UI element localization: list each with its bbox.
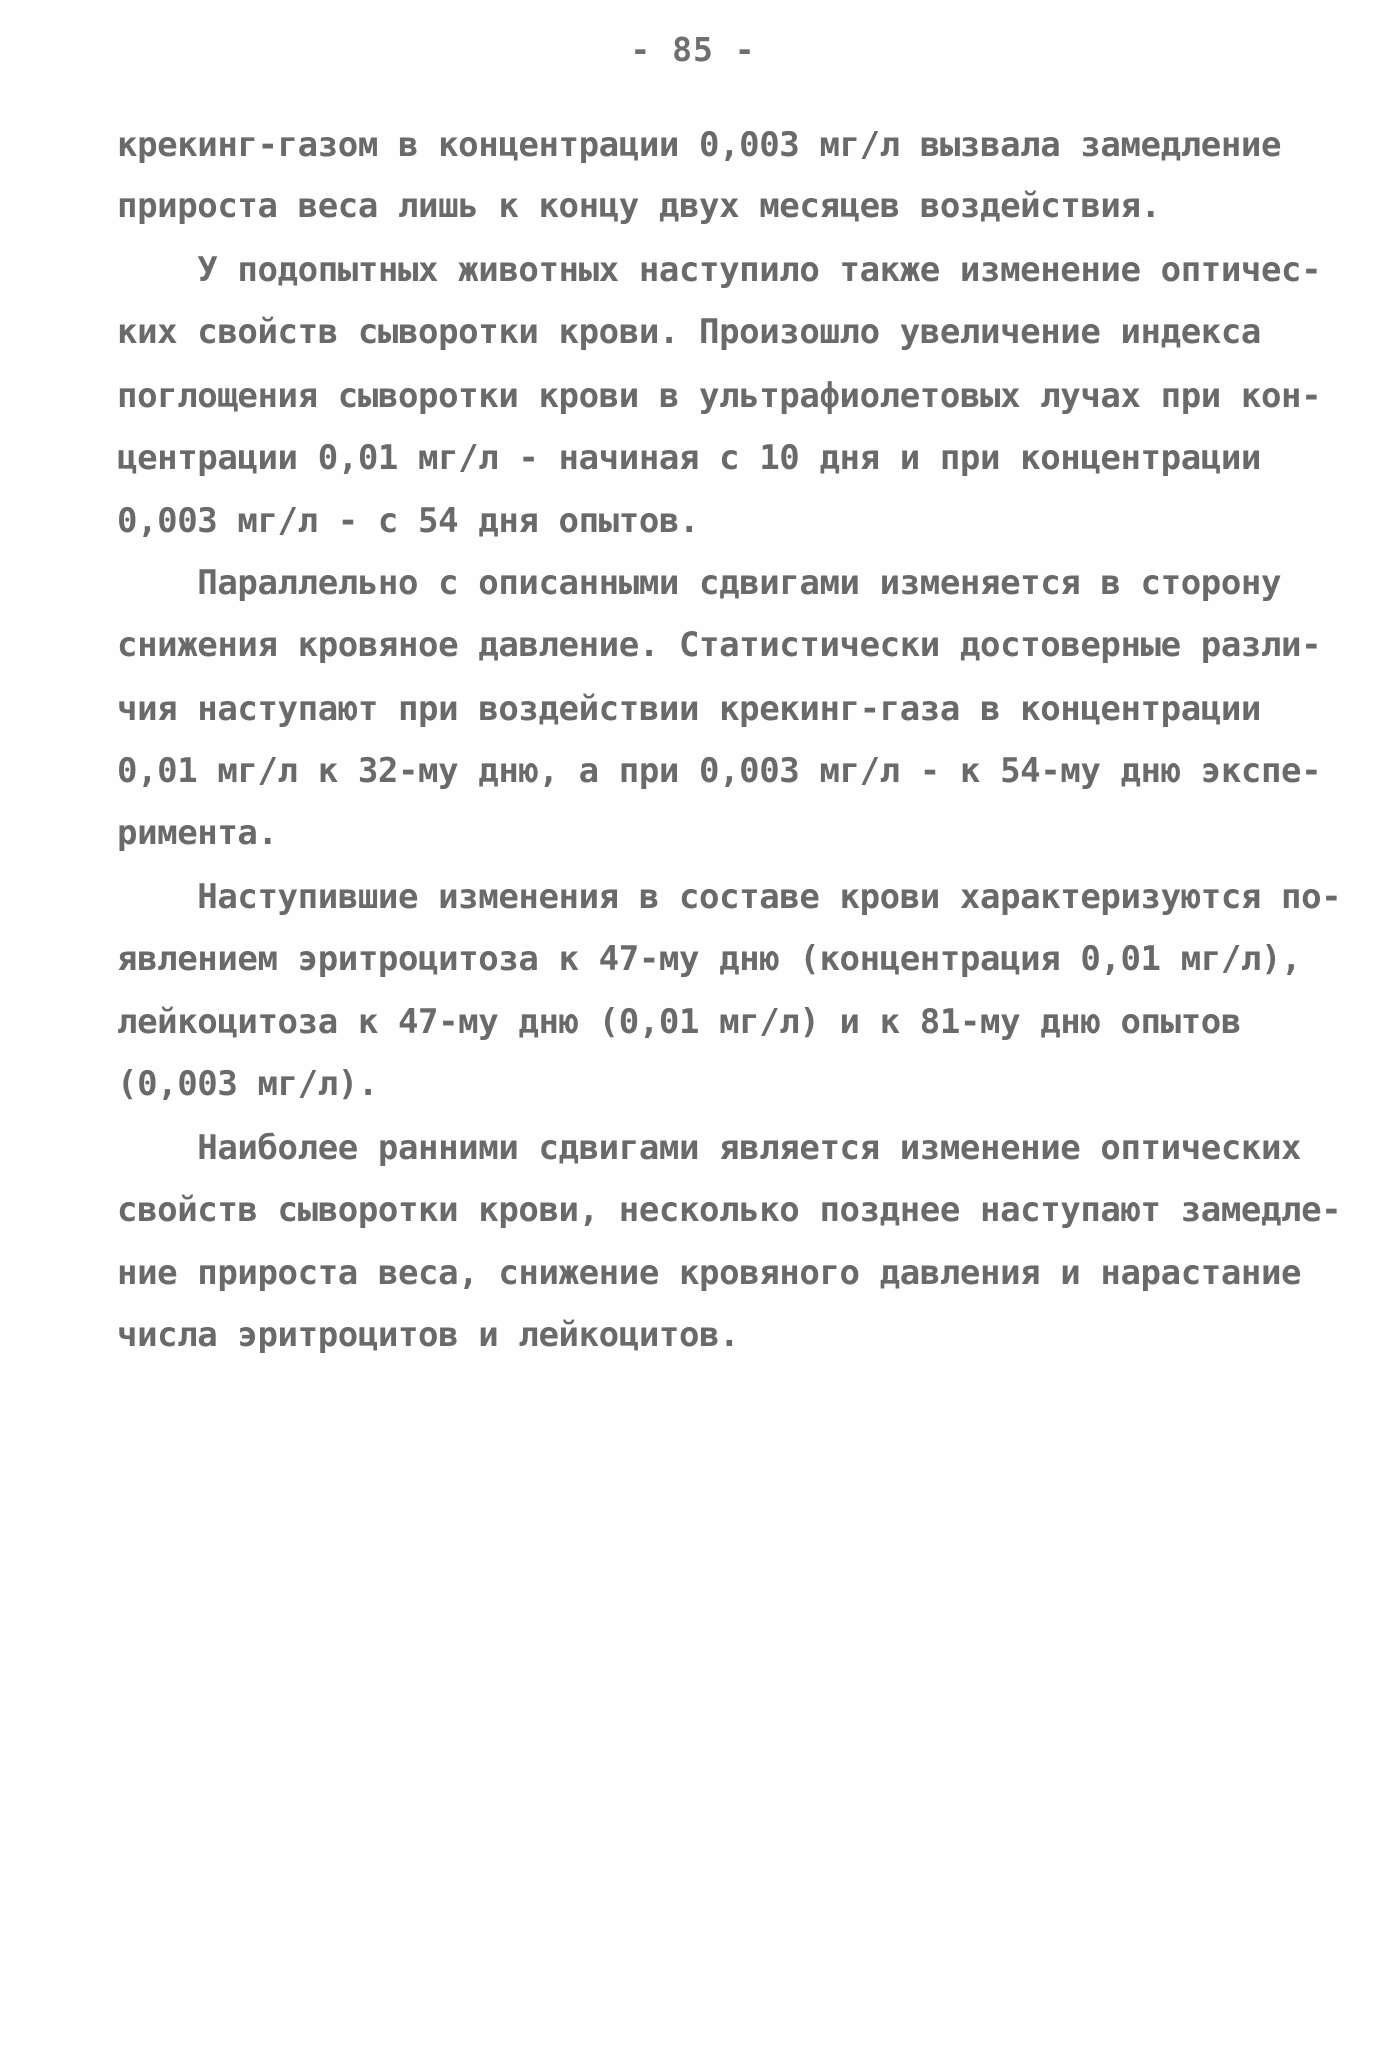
text-line: Наиболее ранними сдвигами является изменение оптических (117, 1128, 1302, 1168)
text-line: 0,01 мг/л к 32-му дню, а при 0,003 мг/л - к 54-му дню экспе- (117, 751, 1322, 791)
text-line: числа эритроцитов и лейкоцитов. (117, 1315, 740, 1355)
text-line: ких свойств сыворотки крови. Произошло увеличение индекса (117, 312, 1261, 352)
text-line: римента. (117, 813, 278, 853)
text-line: прироста веса лишь к концу двух месяцев воздействия. (117, 186, 1161, 226)
text-line: лейкоцитоза к 47-му дню (0,01 мг/л) и к 81-му дню опытов (117, 1002, 1241, 1042)
text-line: чия наступают при воздействии крекинг-газа в концентрации (117, 689, 1261, 729)
text-line: У подопытных животных наступило также изменение оптичес- (117, 250, 1322, 290)
text-line: 0,003 мг/л - с 54 дня опытов. (117, 501, 700, 541)
text-line: крекинг-газом в концентрации 0,003 мг/л вызвала замедление (117, 125, 1282, 165)
text-line: явлением эритроцитоза к 47-му дню (концентрация 0,01 мг/л), (117, 939, 1302, 979)
text-line: центрации 0,01 мг/л - начиная с 10 дня и при концентрации (117, 438, 1261, 478)
page-number: - 85 - (630, 30, 756, 69)
text-line: Параллельно с описанными сдвигами изменяется в сторону (117, 563, 1282, 603)
text-line: ние прироста веса, снижение кровяного давления и нарастание (117, 1253, 1302, 1293)
text-line: Наступившие изменения в составе крови характеризуются по- (117, 877, 1342, 917)
text-line: свойств сыворотки крови, несколько позднее наступают замедле- (117, 1190, 1342, 1230)
text-line: (0,003 мг/л). (117, 1064, 378, 1104)
text-line: поглощения сыворотки крови в ультрафиолетовых лучах при кон- (117, 376, 1322, 416)
text-line: снижения кровяное давление. Статистически достоверные разли- (117, 625, 1322, 665)
